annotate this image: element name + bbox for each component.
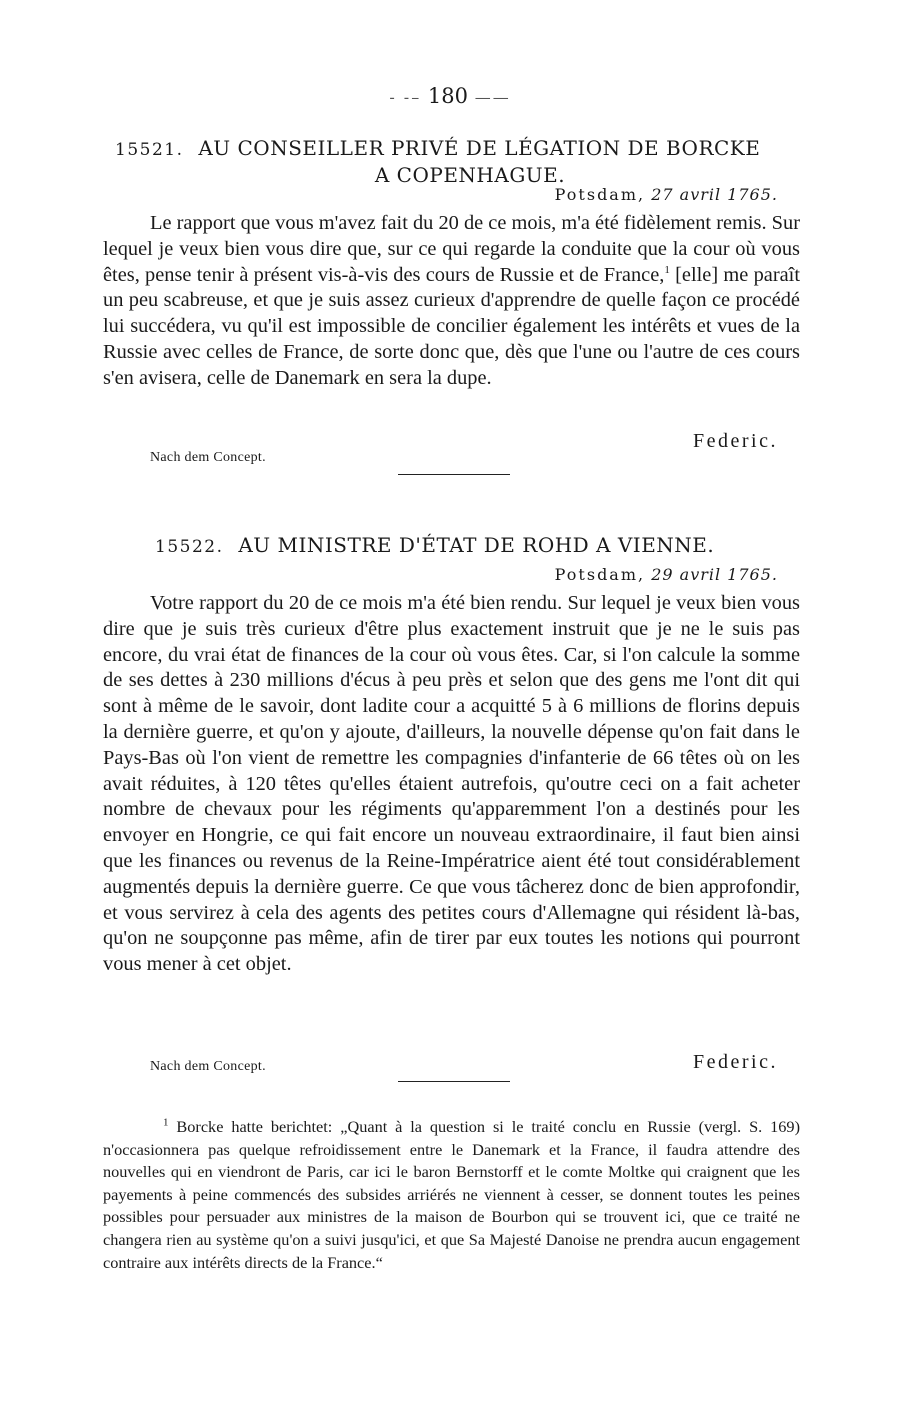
footnote-marker: 1 <box>163 1116 169 1129</box>
letter-body-text: Votre rapport du 20 de ce mois m'a été bien rendu. Sur lequel je veux bien vous dire que je suis très curieux d'être plus exactement instruit que je ne le suis pas encore, du vrai état de finances de la cour où vous êtes. Car, si l'on calcule la somme de ses dettes à 230 millions d'écus à peu près et selon que des gens me l'ont dit qui sont à même de le savoir, dont ladite cour a acquitté 5 à 6 millions de florins depuis la dernière guerre, et qu'on y ajoute, d'ailleurs, la nouvelle dépense qu'on fait dans le Pays-Bas où l'on vient de remettre les compagnies d'infanterie de 66 têtes où on les avait réduites, à 120 têtes qu'elles étaient autrefois, qu'outre ceci on a fait acheter nombre de chevaux pour les régiments qu'apparemment l'on a destinés pour les envoyer en Hongrie, ce qui fait encore un nouveau extraordinaire, il faut bien ainsi que les finances ou revenus de la Reine-Impératrice aient été tout considérablement augmentés depuis la dernière guerre. Ce que vous tâcherez donc de bien approfondir, et vous servirez à cela des agents des petites cours d'Allemagne qui résident là-bas, qu'on ne soupçonne pas même, afin de tirer par eux toutes les notions qui pourront vous mener à cet objet. <box>103 592 800 976</box>
footnote-reference: 1 <box>664 263 670 276</box>
letter-source-15521: Nach dem Concept. <box>150 450 266 465</box>
letter-recipient: AU MINISTRE D'ÉTAT DE ROHD A VIENNE. <box>238 533 715 557</box>
letter-body-text: Le rapport que vous m'avez fait du 20 de ce mois, m'a été fidèlement remis. Sur lequel je veux bien vous dire que, sur ce qui regarde la conduite que la cour où vous êtes, pense tenir à présent vis-à-vis des cours de Russie et de France, <box>103 212 801 286</box>
letter-recipient-line2: A COPENHAGUE. <box>374 163 566 187</box>
letter-recipient-line1: AU CONSEILLER PRIVÉ DE LÉGATION DE BORCKE <box>198 136 761 160</box>
page-number-dash-left: - -– <box>389 87 422 107</box>
letter-signature-15522: Federic. <box>693 1051 778 1073</box>
letter-dateline-15522 <box>555 565 778 584</box>
letter-heading-15522 <box>155 533 835 560</box>
letter-date: 27 avril 1765. <box>651 185 778 204</box>
letter-number: 15522. <box>155 537 224 557</box>
page-number-value: 180 <box>427 84 468 108</box>
letter-place: Potsdam, <box>554 185 646 204</box>
letter-body-15522 <box>103 591 800 978</box>
section-divider <box>398 474 510 475</box>
letter-body-text-continued: [elle] me paraît un peu scabreuse, et que je suis assez curieux d'apprendre de quelle façon ce procédé lui succédera, vu qu'il est impossible de concilier également les intérêts et vues de la Russie avec celles de France, de sorte donc que, dès que l'une ou l'autre de ces cours s'en avisera, celle de Danemark en sera la dupe. <box>103 263 800 389</box>
letter-body-15521 <box>103 211 800 392</box>
footnote <box>103 1116 800 1274</box>
page-number-dash-right: —— <box>474 87 511 107</box>
letter-number: 15521. <box>115 140 184 160</box>
letter-dateline-15521 <box>555 185 778 204</box>
letter-place: Potsdam, <box>554 565 646 584</box>
footnote-divider <box>398 1081 510 1082</box>
letter-heading-15521 <box>115 136 795 188</box>
page-number <box>0 86 900 107</box>
letter-date: 29 avril 1765. <box>651 565 778 584</box>
letter-source-15522: Nach dem Concept. <box>150 1059 266 1074</box>
letter-signature-15521: Federic. <box>693 430 778 452</box>
footnote-text: Borcke hatte berichtet: „Quant à la question si le traité conclu en Russie (vergl. S. 169) n'occasionnera pas quelque refroidissement entre le Danemark et la France, il faudra attendre des nouvelles qui en viendront de Paris, car ici le baron Bernstorff et le comte Moltke qui craignent que les payements à peine commencés des subsides arriérés ne viennent à cesser, se donnent toutes les peines possibles pour persuader aux ministres de la maison de Bourbon qui se trouvent ici, que ce traité ne changera rien au système qu'on a suivi jusqu'ici, et que Sa Majesté Danoise ne prendra aucun engagement contraire aux intérêts directs de la France.“ <box>103 1117 800 1272</box>
